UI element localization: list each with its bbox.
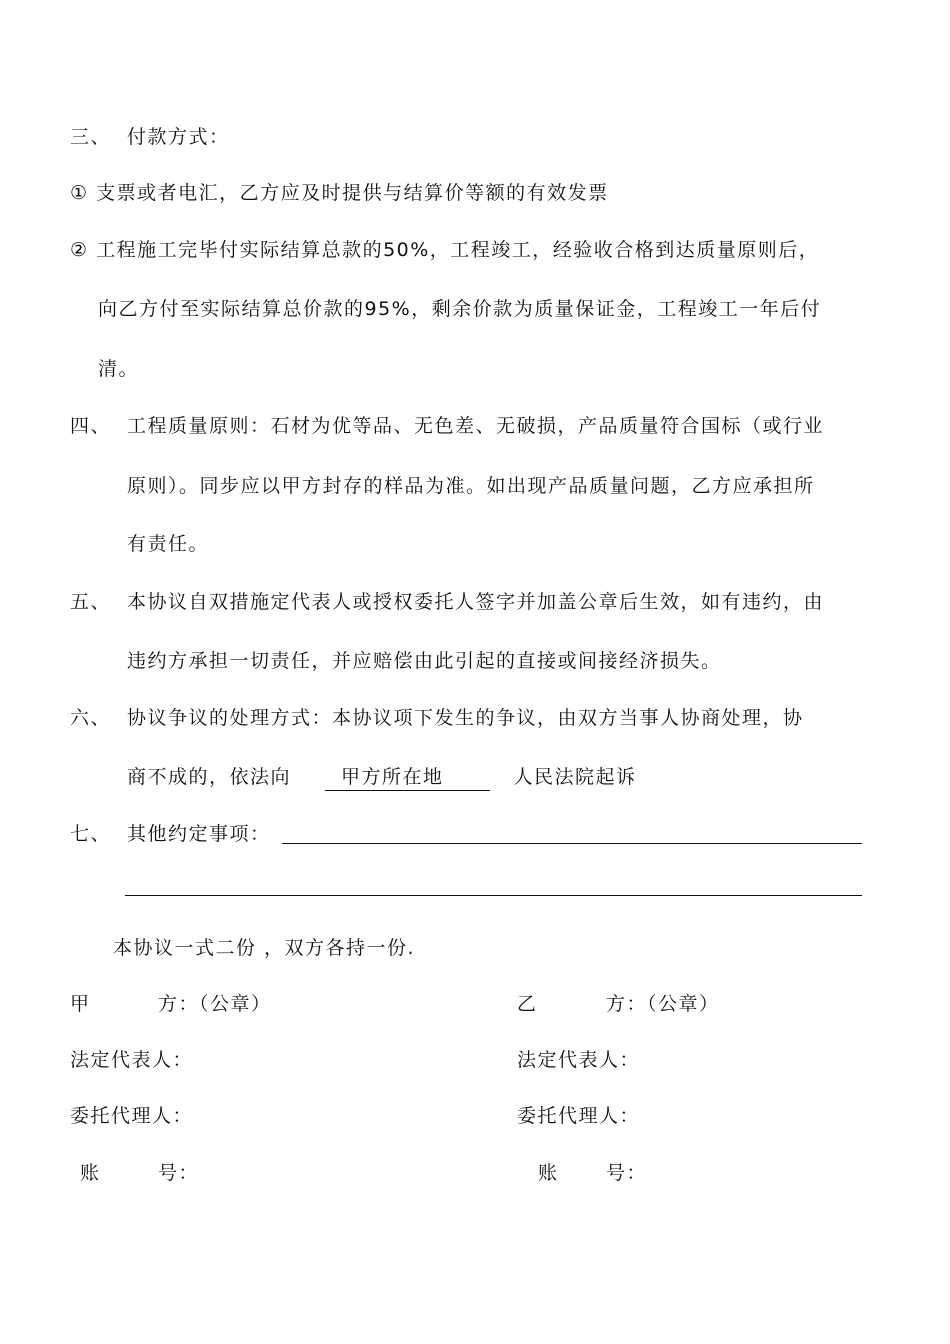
party-a-seal-label: 方：（公章）: [158, 993, 272, 1015]
section-7-label: 其他约定事项：: [127, 823, 271, 845]
section-3-item-2-line-1: ② 工程施工完毕付实际结算总款的50%，工程竣工，经验收合格到达质量原则后，: [70, 239, 820, 261]
party-b-account-char: 账: [538, 1162, 559, 1184]
section-5-number: 五、: [70, 591, 112, 613]
closing-statement: 本协议一式二份 ，双方各持一份.: [113, 937, 416, 959]
party-b-legal-rep: 法定代表人：: [517, 1049, 641, 1071]
section-7-number: 七、: [70, 823, 112, 845]
section-6-number: 六、: [70, 707, 112, 729]
section-3-title: 付款方式：: [127, 126, 230, 148]
section-3-item-1: ① 支票或者电汇，乙方应及时提供与结算价等额的有效发票: [70, 182, 609, 204]
party-b-seal-label: 方：（公章）: [606, 993, 720, 1015]
party-a-account-label: 号：: [158, 1162, 200, 1184]
other-terms-line-1: [282, 843, 862, 844]
party-b-label-char: 乙: [517, 993, 538, 1015]
party-a-agent: 委托代理人：: [70, 1105, 194, 1127]
section-4-line-1: 工程质量原则：石材为优等品、无色差、无破损，产品质量符合国标（或行业: [127, 415, 825, 437]
section-5-line-1: 本协议自双措施定代表人或授权委托人签字并加盖公章后生效，如有违约，由: [127, 591, 825, 613]
section-6-suffix: 人民法院起诉: [513, 766, 637, 788]
section-6-line-2: [127, 765, 637, 789]
party-b-account-label: 号：: [606, 1162, 648, 1184]
section-3-number: 三、: [70, 126, 112, 148]
section-3-item-2-line-3: 清。: [98, 358, 140, 380]
section-6-prefix: 商不成的，依法向: [127, 766, 292, 788]
party-a-legal-rep: 法定代表人：: [70, 1049, 194, 1071]
party-a-account-char: 账: [80, 1162, 101, 1184]
section-4-number: 四、: [70, 415, 112, 437]
section-4-line-3: 有责任。: [127, 533, 210, 555]
party-a-label-char: 甲: [70, 993, 91, 1015]
court-location-field: 甲方所在地: [325, 766, 490, 791]
section-5-line-2: 违约方承担一切责任，并应赔偿由此引起的直接或间接经济损失。: [127, 650, 722, 672]
section-6-line-1: 协议争议的处理方式：本协议项下发生的争议，由双方当事人协商处理，协: [127, 707, 804, 729]
section-4-line-2: 原则）。同步应以甲方封存的样品为准。如出现产品质量问题，乙方应承担所: [127, 475, 815, 497]
other-terms-line-2: [125, 895, 862, 896]
section-3-item-2-line-2: 向乙方付至实际结算总价款的95%，剩余价款为质量保证金，工程竣工一年后付: [98, 298, 822, 320]
party-b-agent: 委托代理人：: [517, 1105, 641, 1127]
